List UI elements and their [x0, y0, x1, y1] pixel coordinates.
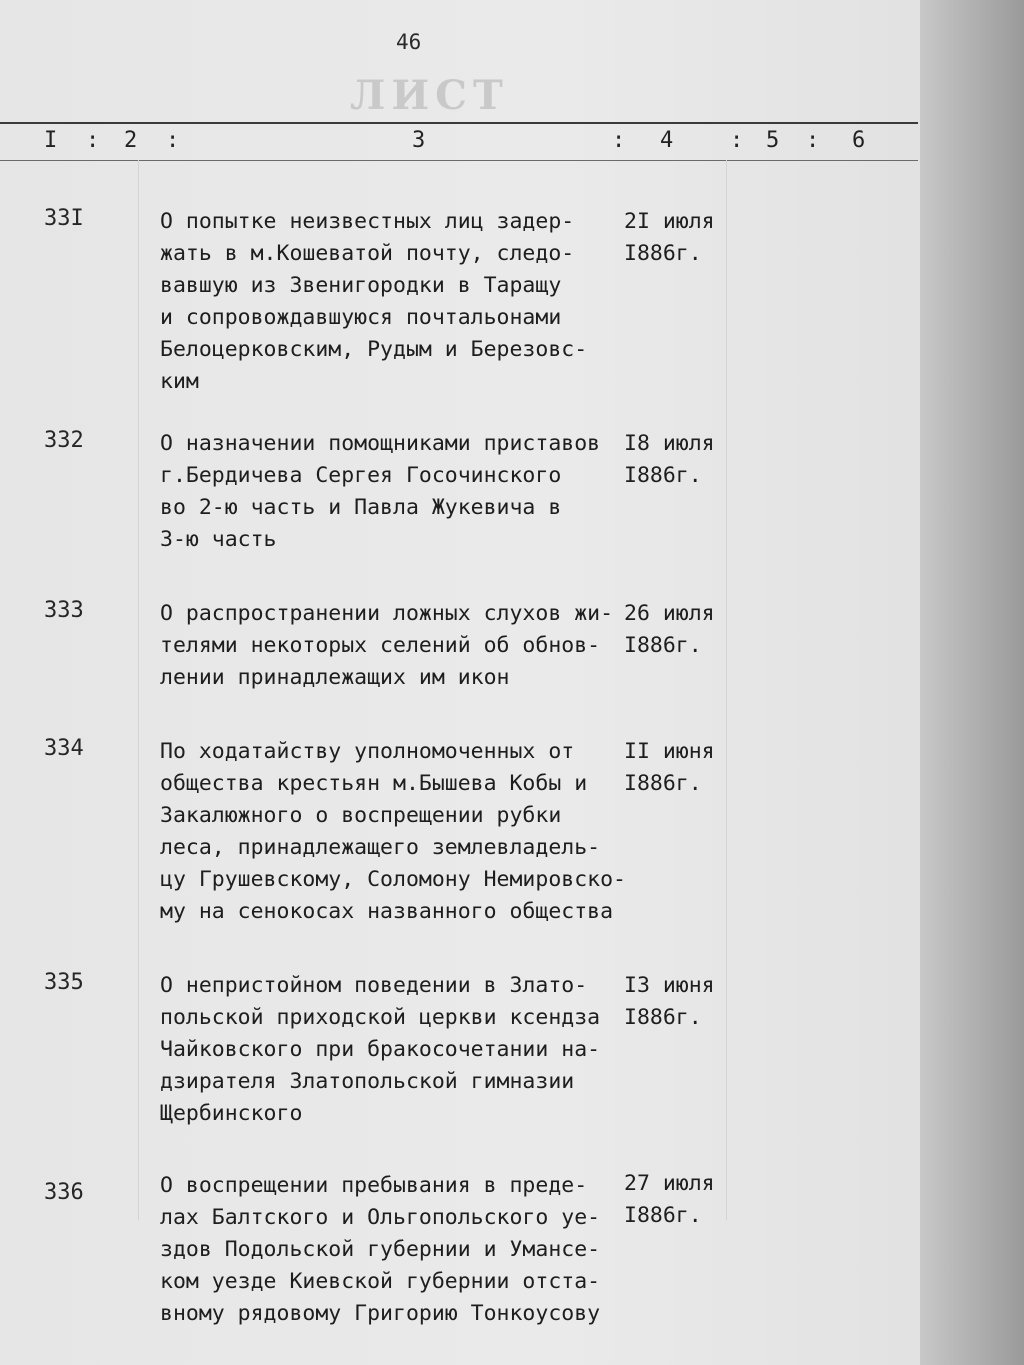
entry-number: 332 — [44, 428, 84, 453]
entry-date — [624, 206, 734, 270]
column-separator: : — [730, 128, 744, 153]
entry-number: 335 — [44, 970, 84, 995]
date-line: I8 июля — [624, 431, 715, 456]
entry-date — [624, 1168, 734, 1232]
header-top-rule — [0, 122, 918, 124]
description-line: лении принадлежащих им икон — [160, 665, 510, 690]
description-line: вному рядовому Григорию Тонкоусову — [160, 1301, 601, 1326]
description-line: По ходатайству уполномоченных от — [160, 739, 575, 764]
description-line: ким — [160, 369, 199, 394]
date-line: 27 июля — [624, 1171, 715, 1196]
date-line: II июня — [624, 739, 715, 764]
column-divider — [138, 160, 139, 1220]
description-line: польской приходской церкви ксендза — [160, 1005, 601, 1030]
date-line: I886г. — [624, 633, 702, 658]
entry-date — [624, 736, 734, 800]
entry-description — [160, 206, 660, 398]
description-line: дзирателя Златопольской гимназии — [160, 1069, 575, 1094]
column-header-3: 3 — [412, 128, 426, 153]
description-line: 3-ю часть — [160, 527, 277, 552]
description-line: му на сенокосах названного общества — [160, 899, 614, 924]
description-line: Чайковского при бракосочетании на- — [160, 1037, 601, 1062]
bleed-through-heading: ЛИСТ — [350, 72, 509, 119]
description-line: О воспрещении пребывания в преде- — [160, 1173, 588, 1198]
entry-description — [160, 1170, 660, 1330]
date-line: I3 июня — [624, 973, 715, 998]
entry-description — [160, 970, 660, 1130]
column-header-4: 4 — [660, 128, 674, 153]
entry-number: 336 — [44, 1180, 84, 1205]
page-number: 46 — [396, 30, 422, 54]
date-line: 26 июля — [624, 601, 715, 626]
date-line: 2I июля — [624, 209, 715, 234]
entry-description — [160, 736, 660, 928]
date-line: I886г. — [624, 1005, 702, 1030]
entry-number: 333 — [44, 598, 84, 623]
description-line: общества крестьян м.Бышева Кобы и — [160, 771, 588, 796]
description-line: цу Грушевскому, Соломону Немировско- — [160, 867, 626, 892]
description-line: здов Подольской губернии и Умансе- — [160, 1237, 601, 1262]
description-line: О попытке неизвестных лиц задер- — [160, 209, 575, 234]
description-line: лах Балтского и Ольгопольского уе- — [160, 1205, 601, 1230]
description-line: ком уезде Киевской губернии отста- — [160, 1269, 601, 1294]
description-line: телями некоторых селений об обнов- — [160, 633, 601, 658]
column-separator: : — [86, 128, 100, 153]
description-line: Белоцерковским, Рудым и Березовс- — [160, 337, 588, 362]
description-line: Закалюжного о воспрещении рубки — [160, 803, 562, 828]
column-separator: : — [806, 128, 820, 153]
entry-date — [624, 428, 734, 492]
entry-date — [624, 970, 734, 1034]
column-separator: : — [166, 128, 180, 153]
adjacent-page-edge — [920, 0, 1024, 1365]
entry-date — [624, 598, 734, 662]
column-separator: : — [612, 128, 626, 153]
date-line: I886г. — [624, 771, 702, 796]
description-line: О непристойном поведении в Злато- — [160, 973, 588, 998]
date-line: I886г. — [624, 241, 702, 266]
entry-number: 33I — [44, 206, 84, 231]
column-header-6: 6 — [852, 128, 866, 153]
column-header-1: I — [44, 128, 58, 153]
description-line: во 2-ю часть и Павла Жукевича в — [160, 495, 562, 520]
column-header-5: 5 — [766, 128, 780, 153]
description-line: Щербинского — [160, 1101, 303, 1126]
entry-description — [160, 598, 660, 694]
column-header-2: 2 — [124, 128, 138, 153]
description-line: г.Бердичева Сергея Госочинского — [160, 463, 562, 488]
description-line: и сопровождавшуюся почтальонами — [160, 305, 562, 330]
column-divider — [726, 160, 727, 1220]
description-line: О распространении ложных слухов жи- — [160, 601, 614, 626]
entry-number: 334 — [44, 736, 84, 761]
description-line: леса, принадлежащего землевладель- — [160, 835, 601, 860]
date-line: I886г. — [624, 1203, 702, 1228]
description-line: О назначении помощниками приставов — [160, 431, 601, 456]
date-line: I886г. — [624, 463, 702, 488]
description-line: вавшую из Звенигородки в Таращу — [160, 273, 562, 298]
description-line: жать в м.Кошеватой почту, следо- — [160, 241, 575, 266]
entry-description — [160, 428, 660, 556]
